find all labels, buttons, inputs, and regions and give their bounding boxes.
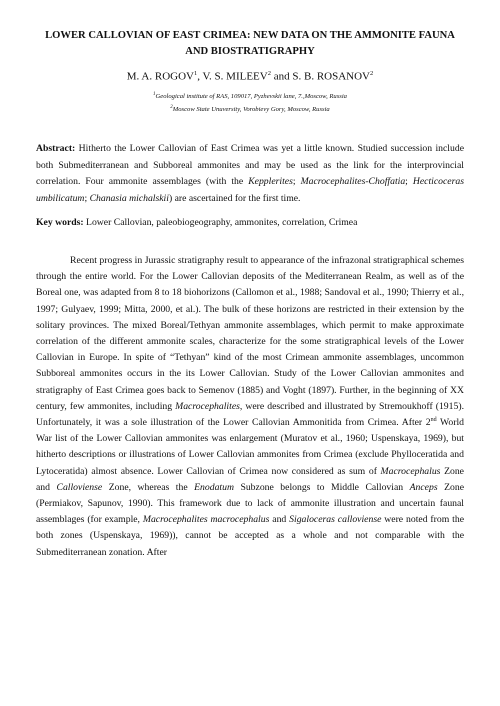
affiliation-text: Geological institute of RAS, 109017, Pyzhevskii lane, 7.,Moscow, Russia [155,92,347,100]
body-paragraph [36,253,464,561]
taxon-name: Macrocephalites-Choffatia [300,176,406,188]
taxon-name: Sigaloceras calloviense [289,514,382,526]
author-list [36,70,464,83]
body-text: were noted from the both zones (Uspenskaya, 1969)), cannot be accepted as a whole and not comparable with the Submediterranean zonation. After [36,514,464,558]
author-name: V. S. MILEEV [202,70,268,83]
author-name: S. B. ROSANOV [292,70,371,83]
taxon-name: Chanasia michalskii [89,192,169,204]
abstract-text: ; [405,176,413,188]
abstract-paragraph [36,141,464,207]
taxon-name: Macrocephalites macrocephalus [142,514,270,526]
abstract-text: ; [84,192,90,204]
keywords-text: Lower Callovian, paleobiogeography, ammonites, correlation, Crimea [83,217,358,229]
author-separator: , [197,70,203,83]
body-text: Zone, whereas the [102,481,195,493]
taxon-name: Anceps [409,481,438,493]
taxon-name: Macrocephalus [380,465,441,477]
taxon-name: Calloviense [56,481,103,493]
taxon-name: Enodatum [194,481,234,493]
affiliation-line [36,102,464,115]
taxon-name: Hecticoceras umbilicatum [36,176,464,204]
affiliation-marker: 1 [193,70,198,77]
ordinal-suffix: nd [430,416,437,423]
body-text: and [269,514,290,526]
abstract-text: ; [292,176,301,188]
author-separator: and [270,70,293,83]
affiliation-marker: 2 [370,70,374,77]
abstract-text: Hitherto the Lower Callovian of East Crimea was yet a little known. Studied succession include both Submediterranean and Subboreal ammonites and may be used as the link for the interprovincial correlation. Four ammonite assemblages (with the [36,143,464,188]
keywords-line [36,215,464,231]
paper-title: LOWER CALLOVIAN OF EAST CRIMEA: NEW DATA ON THE AMMONITE FAUNA AND BIOSTRATIGRAPHY [45,30,455,57]
body-text: World War list of the Lower Callovian ammonites was enlargement (Muratov et al., 1960; Uspenskaya, 1969), but hitherto descriptions or illustrations of Lower Callovian ammonites from Crimea (exclude Phylloceratida and Lytoceratida) almost absence. Lower Callovian of Crimea now considered as sum of [36,417,465,477]
taxon-name: Macrocephalites [175,400,240,412]
taxon-name: Kepplerites [248,176,293,188]
keywords-label: Key words: [36,217,84,229]
abstract-label: Abstract: [36,143,76,155]
body-text: Zone and [36,465,464,493]
affiliation-text: Moscow State Unuversity, Vorobievy Gory, Moscow, Russia [172,106,330,114]
body-text: Zone (Permiakov, Sapunov, 1990). This framework due to lack of ammonite illustration and uncertain faunal assemblages (for example, [36,481,464,526]
affiliation-marker: 2 [170,104,173,110]
affiliation-line [36,89,464,102]
affiliation-marker: 1 [153,91,156,97]
body-text: Subzone belongs to Middle Callovian [233,481,410,493]
body-text: Recent progress in Jurassic stratigraphy result to appearance of the infrazonal stratigraphical schemes through the entire world. For the Lower Callovian deposits of the Mediterranean Realm, as well as of the Boreal one, was adapted from 8 to 18 biohorizons (Callomon et al., 1988; Sandoval et al., 1990; Thierry et al., 1997; Gulyaev, 1999; Mitta, 2000, et al.). The bulk of these horizons are restricted in their extension by the solitary provinces. The mixed Boreal/Tethyan ammonite assemblages, which permit to make approximate correlation of the different ammonite scales, characterize for the some stratigraphical levels of the Lower Callovian in Europe. In spite of “Tethyan” kind of the most Crimean ammonite assemblages, uncommon Subboreal ammonites occurs in the its Lower Callovian. Study of the Lower Callovian ammonites and stratigraphy of East Crimea goes back to Semenov (1885) and Voght (1897). Further, in the beginning of XX century, few ammonites, including [36,255,464,412]
affiliation-marker: 2 [267,70,271,77]
abstract-text: ) are ascertained for the first time. [168,192,301,204]
author-name: M. A. ROGOV [126,70,194,83]
body-text: , were described and illustrated by Stremoukhoff (1915). Unfortunately, it was a sole illustration of the Lower Callovian Ammonitida from Crimea. After 2 [36,400,464,429]
